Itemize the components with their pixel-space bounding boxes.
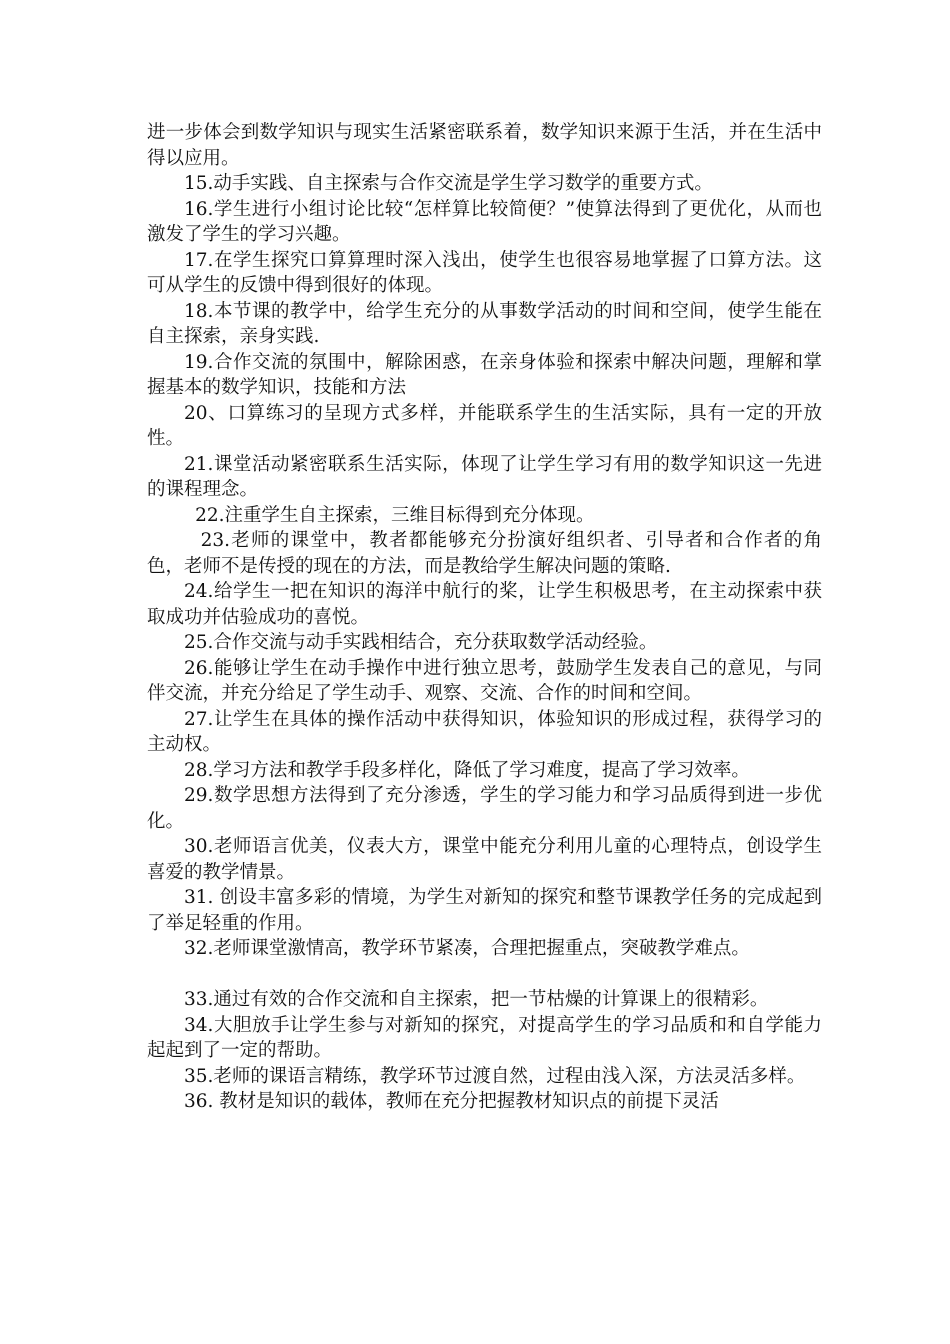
paragraph-18: 18.本节课的教学中，给学生充分的从事数学活动的时间和空间，使学生能在自主探索，亲身实践. <box>147 300 822 347</box>
paragraph-23: 23.老师的课堂中，教者都能够充分扮演好组织者、引导者和合作者的角色，老师不是传授的现在的方法，而是教给学生解决问题的策略. <box>147 530 822 577</box>
paragraph-30: 30.老师语言优美，仪表大方，课堂中能充分利用儿童的心理特点，创设学生喜爱的教学情景。 <box>147 836 822 883</box>
paragraph-25: 25.合作交流与动手实践相结合，充分获取数学活动经验。 <box>184 632 658 653</box>
paragraph-continuation: 进一步体会到数学知识与现实生活紧密联系着，数学知识来源于生活，并在生活中得以应用。 <box>147 122 822 169</box>
paragraph-35: 35.老师的课语言精练，教学环节过渡自然，过程由浅入深，方法灵活多样。 <box>184 1065 806 1087</box>
paragraph-17: 17.在学生探究口算算理时深入浅出，使学生也很容易地掌握了口算方法。这可从学生的反馈中得到很好的体现。 <box>147 249 822 296</box>
paragraph-16: 16.学生进行小组讨论比较“怎样算比较简便？”使算法得到了更优化，从而也激发了学生的学习兴趣。 <box>147 198 822 245</box>
paragraph-15: 15.动手实践、自主探索与合作交流是学生学习数学的重要方式。 <box>184 173 713 194</box>
paragraph-28: 28.学习方法和教学手段多样化，降低了学习难度，提高了学习效率。 <box>184 759 750 781</box>
paragraph-34: 34.大胆放手让学生参与对新知的探究，对提高学生的学习品质和和自学能力起起到了一定的帮助。 <box>147 1014 822 1061</box>
paragraph-31: 31. 创设丰富多彩的情境，为学生对新知的探究和整节课教学任务的完成起到了举足轻重的作用。 <box>147 887 822 934</box>
paragraph-22: 22.注重学生自主探索，三维目标得到充分体现。 <box>195 504 595 526</box>
paragraph-20: 20、口算练习的呈现方式多样，并能联系学生的生活实际，具有一定的开放性。 <box>147 402 822 449</box>
paragraph-32: 32.老师课堂激情高，教学环节紧凑，合理把握重点，突破教学难点。 <box>184 938 750 959</box>
paragraph-21: 21.课堂活动紧密联系生活实际，体现了让学生学习有用的数学知识这一先进的课程理念。 <box>147 453 822 500</box>
document-body <box>147 120 822 1115</box>
paragraph-24: 24.给学生一把在知识的海洋中航行的桨，让学生积极思考，在主动探索中获取成功并估验成功的喜悦。 <box>147 581 822 628</box>
paragraph-27: 27.让学生在具体的操作活动中获得知识，体验知识的形成过程，获得学习的主动权。 <box>147 708 822 755</box>
paragraph-26: 26.能够让学生在动手操作中进行独立思考，鼓励学生发表自己的意见，与同伴交流，并充分给足了学生动手、观察、交流、合作的时间和空间。 <box>147 657 822 704</box>
paragraph-29: 29.数学思想方法得到了充分渗透，学生的学习能力和学习品质得到进一步优化。 <box>147 785 822 832</box>
blank-line <box>147 962 822 988</box>
paragraph-33: 33.通过有效的合作交流和自主探索，把一节枯燥的计算课上的很精彩。 <box>184 989 769 1010</box>
paragraph-36: 36. 教材是知识的载体，教师在充分把握教材知识点的前提下灵活 <box>184 1091 719 1112</box>
paragraph-19: 19.合作交流的氛围中，解除困惑，在亲身体验和探索中解决问题，理解和掌握基本的数学知识，技能和方法 <box>147 351 822 398</box>
